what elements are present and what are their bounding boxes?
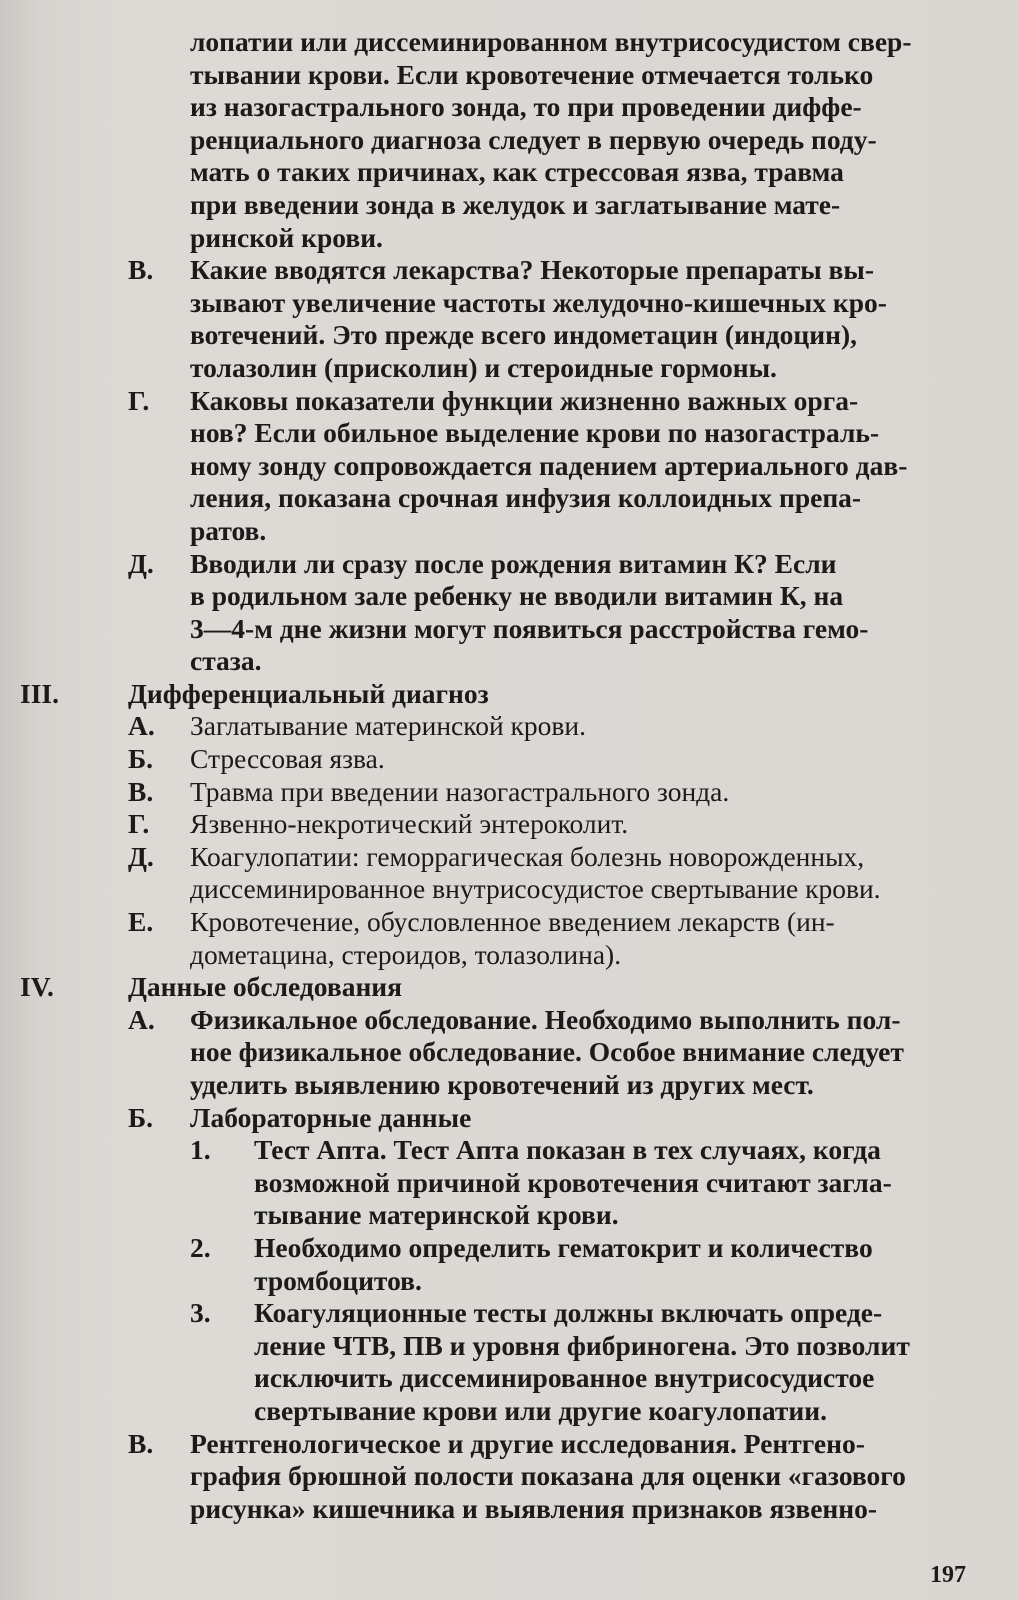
diagnosis-item [0, 743, 988, 776]
text-line: Коагулопатии: геморрагическая болезнь новорожденных, [190, 840, 865, 872]
item-marker: Б. [128, 1101, 154, 1133]
exam-item-b [0, 1102, 988, 1135]
text-line: лопатии или диссеминированном внутрисосудистом свер- [190, 26, 912, 57]
page-number: 197 [930, 1562, 966, 1588]
text-line: свертывание крови или другие коагулопатии. [254, 1394, 827, 1426]
text-line: ринской крови. [190, 221, 383, 253]
text-line: тывании крови. Если кровотечение отмечается только [190, 58, 874, 90]
text-line: из назогастрального зонда, то при проведении диффе- [190, 91, 862, 123]
section-heading-3 [0, 678, 1018, 711]
text-line: исключить диссеминированное внутрисосудистое [254, 1362, 875, 1394]
lab-subitem-3 [0, 1297, 988, 1427]
text-line: ренциального диагноза следует в первую очередь поду- [190, 123, 877, 155]
text-line: толазолин (присколин) и стероидные гормоны. [190, 351, 777, 383]
intro-paragraph [190, 26, 988, 254]
item-marker: В. [128, 1427, 154, 1459]
item-marker: Д. [128, 840, 154, 872]
text-line: Какие вводятся лекарства? Некоторые препараты вы- [190, 254, 875, 286]
text-line: ратов. [190, 514, 267, 546]
item-marker: 1. [190, 1134, 211, 1166]
section-title: Дифференциальный диагноз [128, 677, 489, 709]
text-line: в родильном зале ребенку не вводили витамин К, на [190, 580, 844, 612]
item-marker: 2. [190, 1231, 211, 1263]
exam-item-a [0, 1004, 988, 1102]
text-line: тывание материнской крови. [254, 1199, 619, 1231]
text-line: Рентгенологическое и другие исследования. Рентгено- [190, 1427, 865, 1459]
text-line: при введении зонда в желудок и заглатывание мате- [190, 188, 841, 220]
text-line: стаза. [190, 645, 262, 677]
lab-subitem-2 [0, 1232, 988, 1297]
text-line: Каковы показатели функции жизненно важных орга- [190, 384, 859, 416]
text-line: ному зонду сопровождается падением артериального дав- [190, 449, 908, 481]
item-marker: Е. [128, 906, 154, 938]
list-item-v [0, 254, 988, 384]
text-line: рисунка» кишечника и выявления признаков язвенно- [190, 1492, 878, 1524]
diagnosis-item [0, 841, 988, 906]
text-line: Необходимо определить гематокрит и количество [254, 1231, 873, 1263]
section-title: Данные обследования [128, 971, 403, 1003]
diagnosis-item [0, 776, 988, 809]
text-line: Заглатывание материнской крови. [190, 710, 586, 742]
text-line: Стрессовая язва. [190, 743, 385, 775]
text-line: возможной причиной кровотечения считают загла- [254, 1166, 892, 1198]
text-line: Вводили ли сразу после рождения витамин К? Если [190, 547, 837, 579]
item-marker: Б. [128, 743, 154, 775]
text-line: нов? Если обильное выделение крови по назогастраль- [190, 417, 880, 449]
text-line: вотечений. Это прежде всего индометацин (индоцин), [190, 319, 857, 351]
text-line: Кровотечение, обусловленное введением лекарств (ин- [190, 906, 835, 938]
item-marker: Д. [128, 547, 154, 579]
item-marker: А. [128, 1003, 155, 1035]
section-marker: IV. [20, 971, 54, 1003]
text-line: Коагуляционные тесты должны включать опреде- [254, 1297, 883, 1329]
item-marker: В. [128, 254, 154, 286]
subsection-title: Лабораторные данные [190, 1101, 472, 1133]
text-line: графия брюшной полости показана для оценки «газового [190, 1460, 906, 1492]
section-heading-4 [0, 971, 1018, 1004]
diagnosis-item [0, 710, 988, 743]
section-marker: III. [20, 677, 59, 709]
text-line: диссеминированное внутрисосудистое свертывание крови. [190, 873, 881, 905]
diagnosis-item [0, 808, 988, 841]
list-item-g [0, 385, 988, 548]
text-line: мать о таких причинах, как стрессовая язва, травма [190, 156, 844, 188]
text-line: тромбоцитов. [254, 1264, 422, 1296]
item-marker: 3. [190, 1297, 211, 1329]
diagnosis-item [0, 906, 988, 971]
text-line: ления, показана срочная инфузия коллоидных препа- [190, 482, 862, 514]
text-line: уделить выявлению кровотечений из других мест. [190, 1069, 814, 1100]
item-marker: Г. [128, 384, 150, 416]
item-marker: В. [128, 775, 154, 807]
lab-subitem-1 [0, 1134, 988, 1232]
text-line: ление ЧТВ, ПВ и уровня фибриногена. Это позволит [254, 1329, 910, 1361]
text-line: 3—4-м дне жизни могут появиться расстройства гемо- [190, 612, 869, 644]
text-line: ное физикальное обследование. Особое внимание следует [190, 1036, 904, 1068]
text-line: зывают увеличение частоты желудочно-кишечных кро- [190, 286, 887, 318]
text-line: Травма при введении назогастрального зонда. [190, 775, 730, 807]
item-marker: А. [128, 710, 155, 742]
list-item-d [0, 548, 988, 678]
text-line: дометацина, стероидов, толазолина). [190, 938, 622, 970]
text-line: Физикальное обследование. Необходимо выполнить пол- [190, 1003, 901, 1035]
text-column [0, 26, 1018, 1525]
text-line: Тест Апта. Тест Апта показан в тех случаях, когда [254, 1134, 881, 1166]
item-marker: Г. [128, 808, 150, 840]
exam-item-v [0, 1428, 988, 1526]
text-line: Язвенно-некротический энтероколит. [190, 808, 629, 840]
